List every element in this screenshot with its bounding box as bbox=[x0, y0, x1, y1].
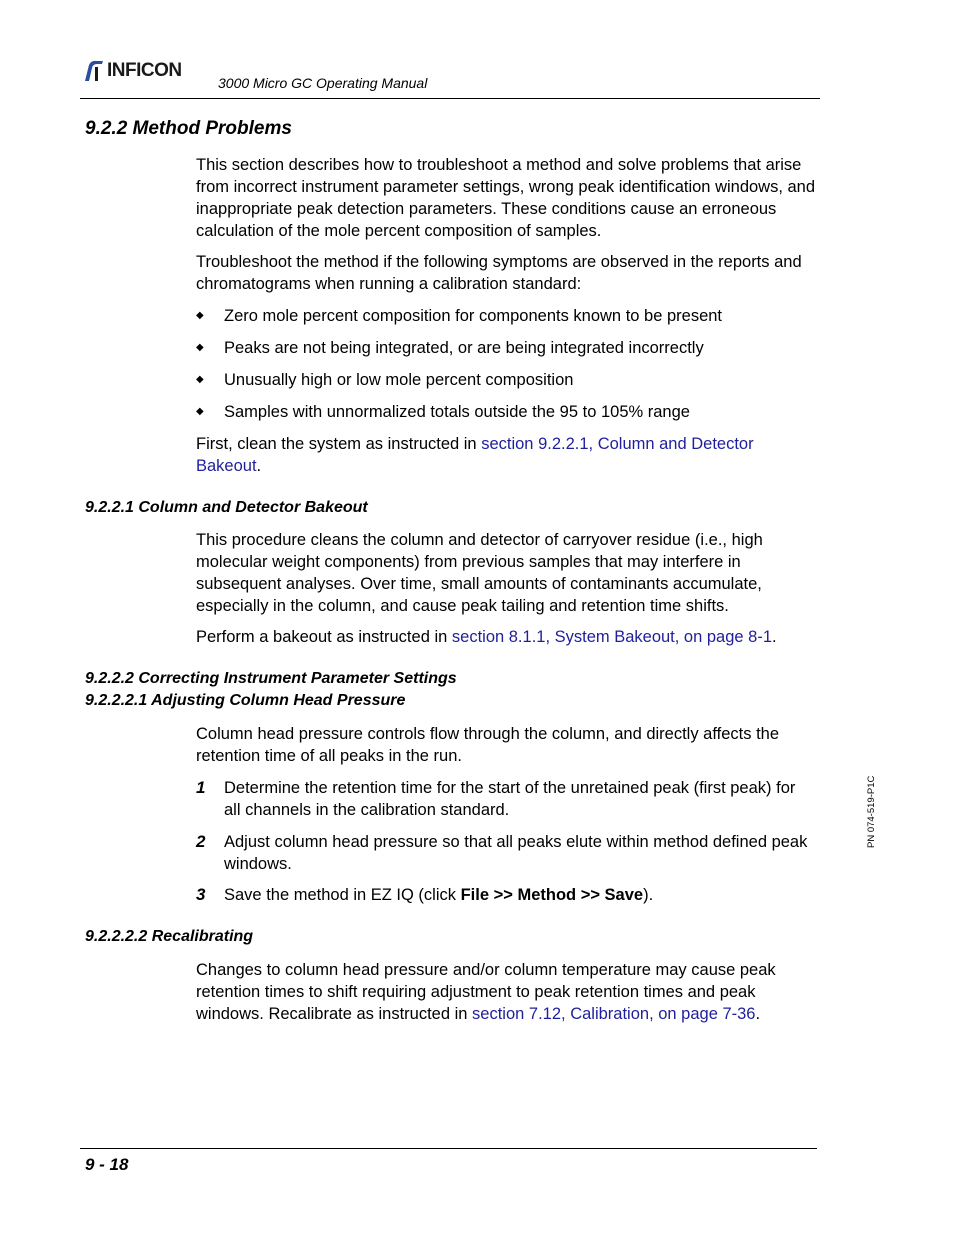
section-heading-9-2-2-1: 9.2.2.1 Column and Detector Bakeout bbox=[85, 499, 368, 516]
step-text: Adjust column head pressure so that all peaks elute within method defined peak windows. bbox=[224, 833, 808, 873]
step-text: Save the method in EZ IQ (click File >> Method >> Save). bbox=[224, 886, 654, 904]
diamond-bullet-icon: ◆ bbox=[196, 374, 204, 385]
bakeout-description: This procedure cleans the column and detector of carryover residue (i.e., high molecular weight components) from previous samples that may interfere in subsequent analyses. Over time, small amounts of contaminants accumulate, especially in the column, and cause peak tailing and retention time shifts. bbox=[196, 531, 763, 615]
procedure-step bbox=[196, 831, 816, 875]
part-number: PN 074-519-P1C bbox=[866, 775, 877, 848]
symptoms-intro-paragraph: Troubleshoot the method if the following symptoms are observed in the reports and chromatograms when running a calibration standard: bbox=[196, 253, 802, 293]
head-pressure-description: Column head pressure controls flow through the column, and directly affects the retention time of all peaks in the run. bbox=[196, 725, 780, 765]
intro-paragraph: This section describes how to troubleshoot a method and solve problems that arise from incorrect instrument parameter settings, wrong peak identification windows, and inappropriate peak detection parameters. These conditions cause an erroneous calculation of the mole percent composition of samples. bbox=[196, 156, 816, 240]
section-heading-9-2-2: 9.2.2 Method Problems bbox=[85, 118, 292, 139]
bakeout-section-link[interactable]: section 9.2.2.1, Column and Detector Bakeout bbox=[196, 435, 754, 475]
system-bakeout-link[interactable]: section 8.1.1, System Bakeout, on page 8-1 bbox=[451, 628, 773, 646]
recalibrating-paragraph: Changes to column head pressure and/or column temperature may cause peak retention times to shift requiring adjustment to peak retention times and peak windows. Recalibrate as instructed in section 7.12, Calibration, on page 7-36. bbox=[196, 961, 776, 1023]
calibration-section-link[interactable]: section 7.12, Calibration, on page 7-36 bbox=[472, 1005, 756, 1023]
procedure-step bbox=[196, 777, 816, 821]
diamond-bullet-icon: ◆ bbox=[196, 406, 204, 417]
inficon-logo-mark-icon bbox=[82, 59, 104, 83]
symptom-bullet: ◆ Unusually high or low mole percent composition bbox=[196, 371, 574, 389]
step-number: 3 bbox=[196, 885, 206, 904]
section-heading-9-2-2-2: 9.2.2.2 Correcting Instrument Parameter Settings bbox=[85, 670, 457, 687]
diamond-bullet-icon: ◆ bbox=[196, 342, 204, 353]
logo-text: INFICON bbox=[107, 60, 182, 81]
page-number: 9 - 18 bbox=[85, 1155, 129, 1174]
section-heading-9-2-2-2-1: 9.2.2.2.1 Adjusting Column Head Pressure bbox=[85, 692, 406, 709]
header-rule bbox=[80, 98, 820, 99]
section-heading-9-2-2-2-2: 9.2.2.2.2 Recalibrating bbox=[85, 928, 254, 945]
step-text: Determine the retention time for the start of the unretained peak (first peak) for all channels in the calibration standard. bbox=[224, 779, 796, 819]
step-number: 2 bbox=[196, 832, 206, 851]
inficon-logo bbox=[82, 58, 182, 84]
procedure-step bbox=[196, 884, 816, 906]
footer-rule bbox=[80, 1148, 817, 1149]
step-number: 1 bbox=[196, 778, 206, 797]
first-clean-paragraph: First, clean the system as instructed in section 9.2.2.1, Column and Detector Bakeout. bbox=[196, 435, 754, 475]
diamond-bullet-icon: ◆ bbox=[196, 310, 204, 321]
symptom-bullet: ◆ Samples with unnormalized totals outside the 95 to 105% range bbox=[196, 403, 690, 421]
menu-path: File >> Method >> Save bbox=[460, 886, 644, 904]
bakeout-instruction: Perform a bakeout as instructed in section 8.1.1, System Bakeout, on page 8-1. bbox=[196, 628, 777, 646]
symptom-bullet: ◆ Peaks are not being integrated, or are being integrated incorrectly bbox=[196, 339, 704, 357]
symptom-bullet: ◆ Zero mole percent composition for components known to be present bbox=[196, 307, 723, 325]
manual-title: 3000 Micro GC Operating Manual bbox=[218, 75, 428, 91]
